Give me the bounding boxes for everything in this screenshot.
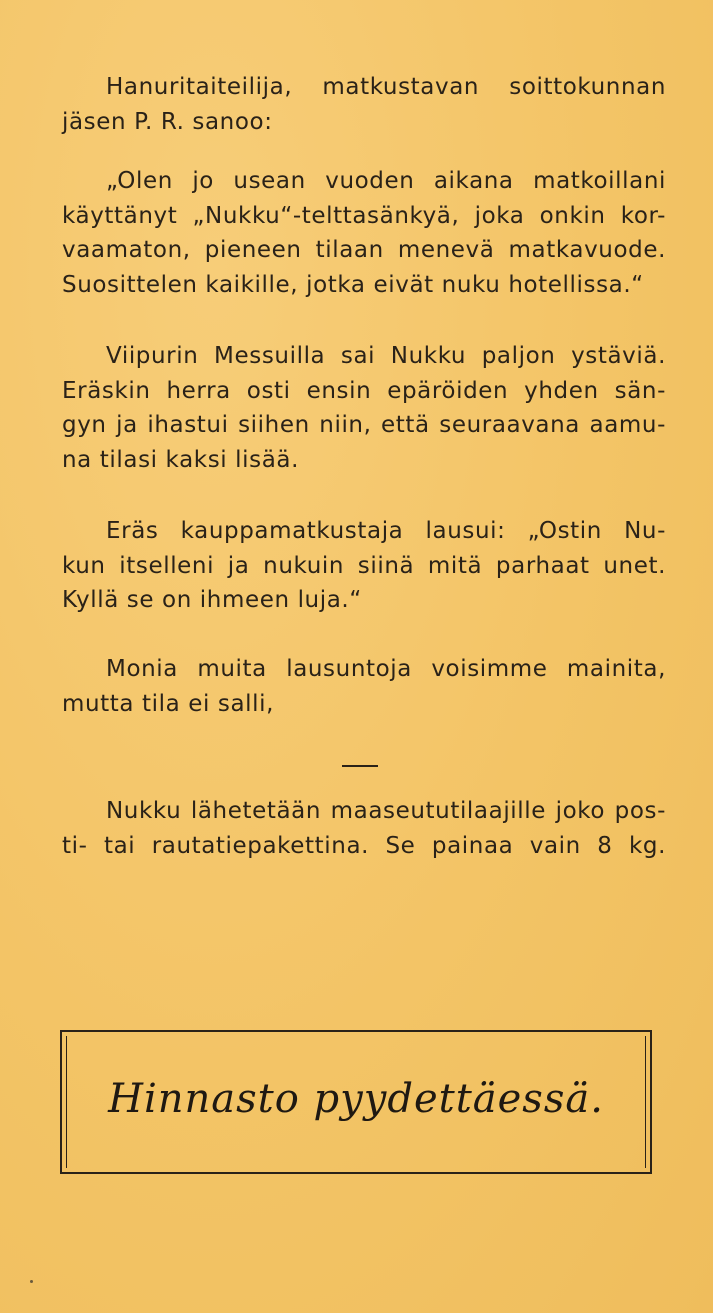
text-line: kun itselleni ja nukuin siinä mitä parhaat unet.: [62, 552, 666, 579]
text-line: ti- tai rautatiepakettina. Se painaa vain 8 kg.: [62, 832, 666, 859]
text-line: Eräs kauppamatkustaja lausui: „Ostin Nu-: [106, 518, 666, 544]
text-line: Eräskin herra osti ensin epäröiden yhden sän-: [62, 377, 666, 404]
section-divider: [342, 765, 378, 767]
text-line: Hanuritaiteilija, matkustavan soittokunnan: [106, 74, 666, 100]
text-line: Nukku lähetetään maaseututilaajille joko pos-: [106, 798, 666, 824]
text-line: „Olen jo usean vuoden aikana matkoillani: [106, 168, 666, 194]
testimonial-intro: [62, 70, 666, 139]
text-line: mutta tila ei salli,: [62, 690, 275, 717]
other-statements-paragraph: [62, 652, 666, 721]
text-line: Kyllä se on ihmeen luja.“: [62, 587, 362, 613]
salesman-quote-paragraph: [62, 514, 666, 618]
paper-speck: [30, 1280, 33, 1283]
text-line: na tilasi kaksi lisää.: [62, 446, 300, 473]
fair-story-paragraph: [62, 339, 666, 477]
text-line: käyttänyt „Nukku“-telttasänkyä, joka onkin kor-: [62, 202, 666, 229]
text-line: jäsen P. R. sanoo:: [62, 108, 273, 135]
text-line: Suosittelen kaikille, jotka eivät nuku hotellissa.“: [62, 271, 644, 298]
text-line: Viipurin Messuilla sai Nukku paljon ystäviä.: [106, 343, 666, 369]
price-list-box: [60, 1030, 652, 1174]
testimonial-quote: [62, 164, 666, 302]
price-list-text: Hinnasto pyydettäessä.: [108, 1076, 604, 1122]
text-line: vaamaton, pieneen tilaan menevä matkavuode.: [62, 237, 666, 263]
shipping-info-paragraph: [62, 794, 666, 863]
text-line: Monia muita lausuntoja voisimme mainita,: [106, 656, 666, 682]
text-line: gyn ja ihastui siihen niin, että seuraavana aamu-: [62, 412, 666, 438]
